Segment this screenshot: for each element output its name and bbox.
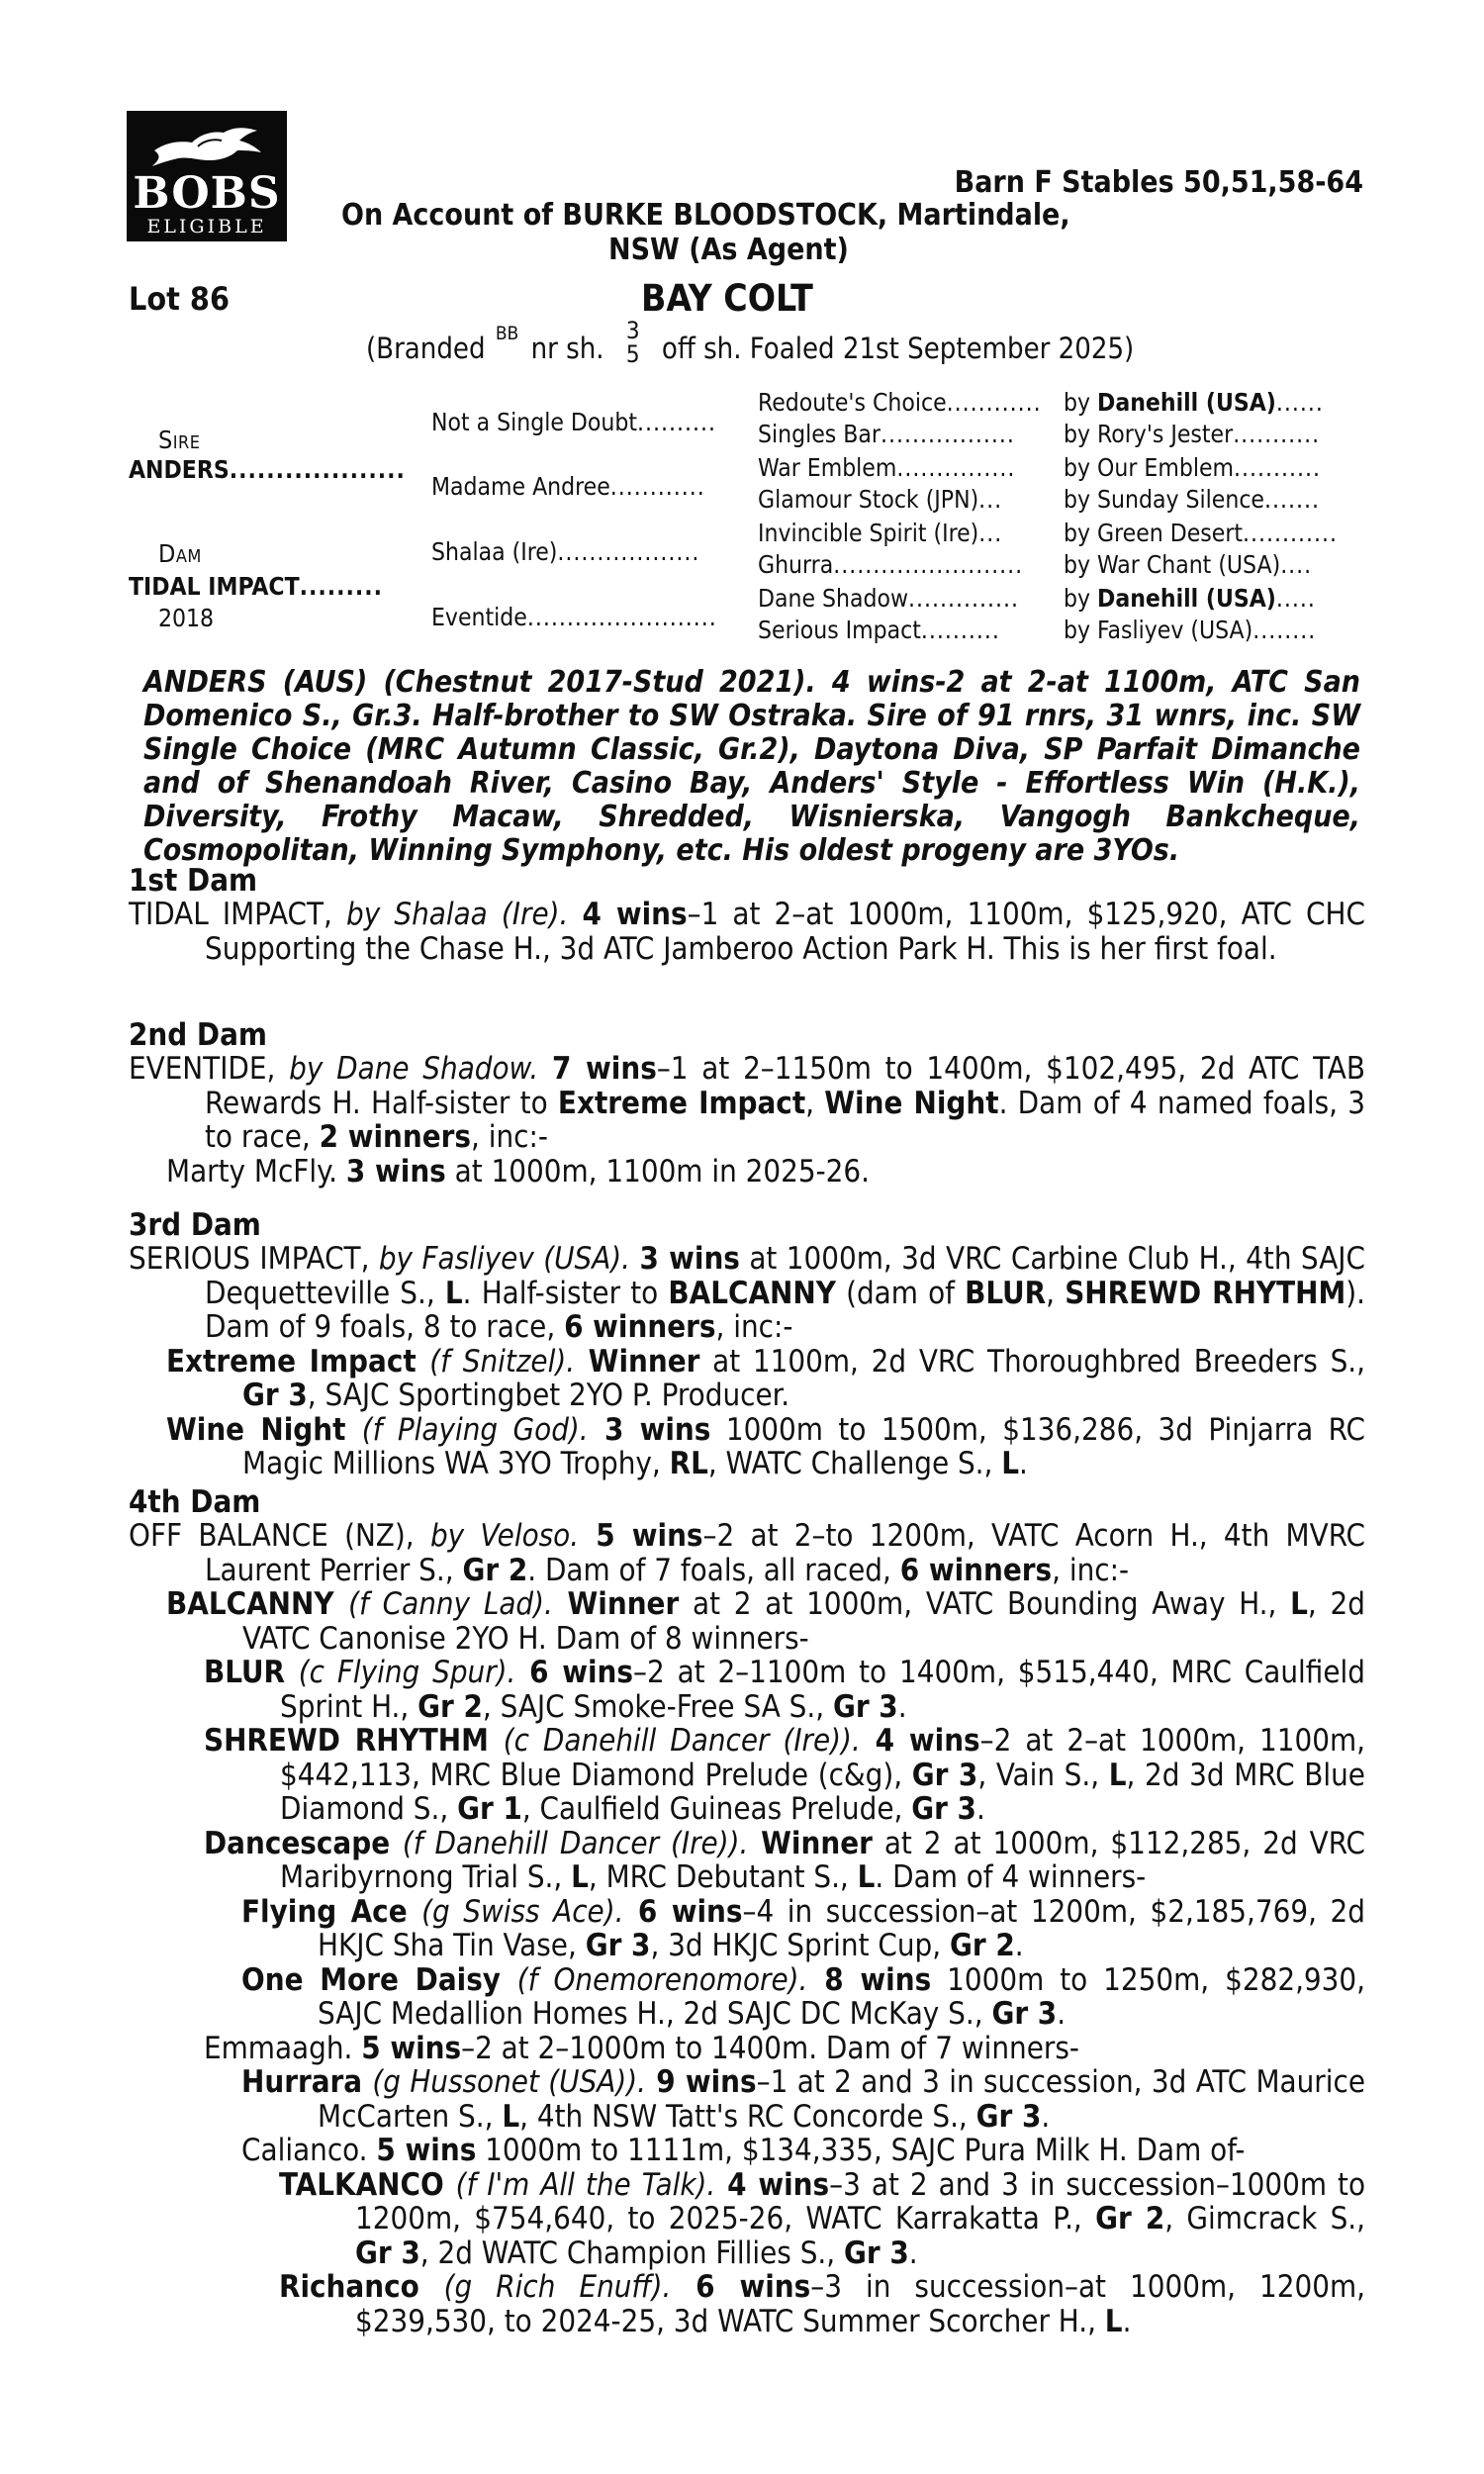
dam-label: Dam	[158, 539, 202, 568]
brand-fraction: 3 5	[625, 317, 640, 368]
brand-suffix: off sh. Foaled 21st September 2025)	[661, 332, 1135, 365]
bobs-eligible-logo	[127, 111, 287, 241]
dam-year: 2018	[158, 604, 215, 632]
brand-line	[366, 317, 1135, 368]
barn-location: Barn F Stables 50,51,58-64	[954, 165, 1363, 200]
brand-prefix: (Branded	[366, 332, 486, 365]
gen2-dam-dam: Eventide........................	[431, 603, 717, 631]
logo-word-eligible: ELIGIBLE	[146, 216, 267, 238]
gen3-ancestor-sire: by Sunday Silence.......	[1064, 485, 1320, 514]
fourth-dam-text: OFF BALANCE (NZ), by Veloso. 5 wins–2 at 2–to 1200m, VATC Acorn H., 4th MVRC Laurent Perrier S., Gr 2. Dam of 7 foals, all raced, 6 winners, inc:- BALCANNY (f Canny Lad). Winner at 2 at 1000m, VATC Bounding Away H., L, 2d VATC Canonise 2YO H. Dam of 8 winners- BLUR (c Flying Spur). 6 wins–2 at 2–1100m to 1400m, $515,440, MRC Caulfield Sprint H., Gr 2, SAJC Smoke-Free SA S., Gr 3. SHREWD RHYTHM (c Danehill Dancer (Ire)). 4 wins–2 at 2–at 1000m, 1100m, $442,113, MRC Blue Diamond Prelude (c&g), Gr 3, Vain S., L, 2d 3d MRC Blue Diamond S., Gr 1, Caulfield Guineas Prelude, Gr 3. Dancescape (f Danehill Dancer (Ire)). Winner at 2 at 1000m, $112,285, 2d VRC Maribyrnong Trial S., L, MRC Debutant S., L. Dam of 4 winners- Flying Ace (g Swiss Ace). 6 wins–4 in succession–at 1200m, $2,185,769, 2d HKJC Sha Tin Vase, Gr 3, 3d HKJC Sprint Cup, Gr 2. One More Daisy (f Onemorenomore). 8 wins 1000m to 1250m, $282,930, SAJC Medallion Homes H., 2d SAJC DC McKay S., Gr 3. Emmaagh. 5 wins–2 at 2–1000m to 1400m. Dam of 7 winners- Hurrara (g Hussonet (USA)). 9 wins–1 at 2 and 3 in succession, 3d ATC Maurice McCarten S., L, 4th NSW Tatt's RC Concorde S., Gr 3. Calianco. 5 wins 1000m to 1111m, $134,335, SAJC Pura Milk H. Dam of- TALKANCO (f I'm All the Talk). 4 wins–3 at 2 and 3 in succession–1000m to 1200m, $754,640, to 2025-26, WATC Karrakatta P., Gr 2, Gimcrack S., Gr 3, 2d WATC Champion Fillies S., Gr 3. Richanco (g Rich Enuff). 6 wins–3 in succession–at 1000m, 1200m, $239,530, to 2024-25, 3d WATC Summer Scorcher H., L.	[129, 1518, 1366, 2339]
extreme-impact-entry: Extreme Impact (f Snitzel). Winner at 1100m, 2d VRC Thoroughbred Breeders S., Gr 3, SAJC Sportingbet 2YO P. Producer.	[166, 1343, 1365, 1413]
blur-entry: BLUR (c Flying Spur). 6 wins–2 at 2–1100m to 1400m, $515,440, MRC Caulfield Sprint H., Gr 2, SAJC Smoke-Free SA S., Gr 3.	[204, 1655, 1365, 1725]
gen3-ancestor-sire: by Danehill (USA).....	[1064, 584, 1316, 613]
emmaagh-entry: Emmaagh. 5 wins–2 at 2–1000m to 1400m. Dam of 7 winners-	[204, 2030, 1079, 2066]
logo-word-bobs: BOBS	[133, 168, 281, 219]
gen3-ancestor-sire: by War Chant (USA)....	[1064, 550, 1313, 579]
vendor-line-2: NSW (As Agent)	[608, 233, 849, 267]
second-dam-text: EVENTIDE, by Dane Shadow. 7 wins–1 at 2–1150m to 1400m, $102,495, 2d ATC TAB Rewards H. Half-sister to Extreme Impact, Wine Night. Dam of 4 named foals, 3 to race, 2 winners, inc:- Marty McFly. 3 wins at 1000m, 1100m in 2025-26.	[129, 1051, 1366, 1189]
gen3-ancestor: Ghurra........................	[758, 550, 1024, 579]
gen3-ancestor: Glamour Stock (JPN)...	[758, 485, 1003, 514]
hurrara-entry: Hurrara (g Hussonet (USA)). 9 wins–1 at 2 and 3 in succession, 3d ATC Maurice McCarten S., L, 4th NSW Tatt's RC Concorde S., Gr 3.	[241, 2064, 1365, 2135]
vendor-line: On Account of BURKE BLOODSTOCK, Martindale,	[341, 198, 1070, 233]
gen3-ancestor: Dane Shadow..............	[758, 584, 1019, 613]
richanco-entry: Richanco (g Rich Enuff). 6 wins–3 in succession–at 1000m, 1200m, $239,530, to 2024-25, 3d WATC Summer Scorcher H., L.	[279, 2269, 1365, 2339]
gen3-ancestor: Singles Bar.................	[758, 420, 1015, 448]
gen2-sire-dam: Madame Andree............	[431, 472, 705, 501]
dancescape-entry: Dancescape (f Danehill Dancer (Ire)). Winner at 2 at 1000m, $112,285, 2d VRC Maribyrnong Trial S., L, MRC Debutant S., L. Dam of 4 winners-	[204, 1825, 1366, 1895]
gen2-dam-sire: Shalaa (Ire)..................	[431, 537, 700, 566]
talkanco-entry: TALKANCO (f I'm All the Talk). 4 wins–3 at 2 and 3 in succession–1000m to 1200m, $754,640, to 2025-26, WATC Karrakatta P., Gr 2, Gimcrack S., Gr 3, 2d WATC Champion Fillies S., Gr 3.	[279, 2166, 1366, 2271]
brand-mark: BB	[495, 323, 519, 344]
flying-ace-entry: Flying Ace (g Swiss Ace). 6 wins–4 in succession–at 1200m, $2,185,769, 2d HKJC Sha Tin Vase, Gr 3, 3d HKJC Sprint Cup, Gr 2.	[241, 1893, 1366, 1963]
dam-name: TIDAL IMPACT.........	[129, 572, 383, 601]
first-dam-heading: 1st Dam	[129, 863, 258, 899]
gen3-ancestor: War Emblem...............	[758, 453, 1016, 482]
gen3-ancestor-sire: by Fasliyev (USA)........	[1064, 616, 1317, 644]
gen3-ancestor-sire: by Rory's Jester...........	[1064, 420, 1321, 448]
second-dam-heading: 2nd Dam	[129, 1017, 267, 1053]
brand-nr: nr sh.	[530, 332, 604, 365]
calianco-entry: Calianco. 5 wins 1000m to 1111m, $134,335, SAJC Pura Milk H. Dam of-	[241, 2133, 1246, 2168]
one-more-daisy-entry: One More Daisy (f Onemorenomore). 8 wins 1000m to 1250m, $282,930, SAJC Medallion Homes H., 2d SAJC DC McKay S., Gr 3.	[241, 1961, 1365, 2032]
gen3-ancestor: Redoute's Choice............	[758, 388, 1042, 417]
gen3-ancestor-sire: by Danehill (USA)......	[1064, 388, 1324, 417]
sire-label: Sire	[158, 426, 201, 454]
gen3-ancestor: Invincible Spirit (Ire)...	[758, 519, 1003, 547]
third-dam-heading: 3rd Dam	[129, 1207, 261, 1243]
gen3-ancestor-sire: by Green Desert............	[1064, 519, 1339, 547]
gen3-ancestor: Serious Impact..........	[758, 616, 1000, 644]
third-dam-text: SERIOUS IMPACT, by Fasliyev (USA). 3 wins at 1000m, 3d VRC Carbine Club H., 4th SAJC Dequetteville S., L. Half-sister to BALCANNY (dam of BLUR, SHREWD RHYTHM). Dam of 9 foals, 8 to race, 6 winners, inc:- Extreme Impact (f Snitzel). Winner at 1100m, 2d VRC Thoroughbred Breeders S., Gr 3, SAJC Sportingbet 2YO P. Producer. Wine Night (f Playing God). 3 wins 1000m to 1500m, $136,286, 3d Pinjarra RC Magic Millions WA 3YO Trophy, RL, WATC Challenge S., L.	[129, 1241, 1365, 1481]
sire-summary: ANDERS (AUS) (Chestnut 2017-Stud 2021). 4 wins-2 at 2-at 1100m, ATC San Domenico S., Gr.3. Half-brother to SW Ostraka. Sire of 91 rnrs, 31 wnrs, inc. SW Single Choice (MRC Autumn Classic, Gr.2), Daytona Diva, SP Parfait Dimanche and of Shenandoah River, Casino Bay, Anders' Style - Effortless Win (H.K.), Diversity, Frothy Macaw, Shredded, Wisnierska, Vangogh Bankcheque, Cosmopolitan, Winning Symphony, etc. His oldest progeny are 3YOs.	[143, 665, 1360, 868]
first-dam-text: TIDAL IMPACT, by Shalaa (Ire). 4 wins–1 at 2–at 1000m, 1100m, $125,920, ATC CHC Supporting the Chase H., 3d ATC Jamberoo Action Park H. This is her first foal.	[129, 897, 1365, 967]
marty-mcfly-entry: Marty McFly. 3 wins at 1000m, 1100m in 2025-26.	[166, 1153, 870, 1189]
racehorse-icon	[148, 121, 265, 172]
fourth-dam-heading: 4th Dam	[129, 1484, 261, 1520]
sire-name: ANDERS...................	[129, 455, 406, 484]
lot-title: BAY COLT	[641, 277, 813, 320]
balcanny-entry: BALCANNY (f Canny Lad). Winner at 2 at 1000m, VATC Bounding Away H., L, 2d VATC Canonise 2YO H. Dam of 8 winners-	[166, 1586, 1365, 1657]
shrewd-rhythm-entry: SHREWD RHYTHM (c Danehill Dancer (Ire)). 4 wins–2 at 2–at 1000m, 1100m, $442,113, MRC Blue Diamond Prelude (c&g), Gr 3, Vain S., L, 2d 3d MRC Blue Diamond S., Gr 1, Caulfield Guineas Prelude, Gr 3.	[204, 1723, 1365, 1827]
gen2-sire-sire: Not a Single Doubt..........	[431, 408, 716, 436]
lot-number: Lot 86	[129, 280, 230, 318]
wine-night-entry: Wine Night (f Playing God). 3 wins 1000m to 1500m, $136,286, 3d Pinjarra RC Magic Millions WA 3YO Trophy, RL, WATC Challenge S., L.	[166, 1411, 1365, 1481]
gen3-ancestor-sire: by Our Emblem...........	[1064, 453, 1321, 482]
